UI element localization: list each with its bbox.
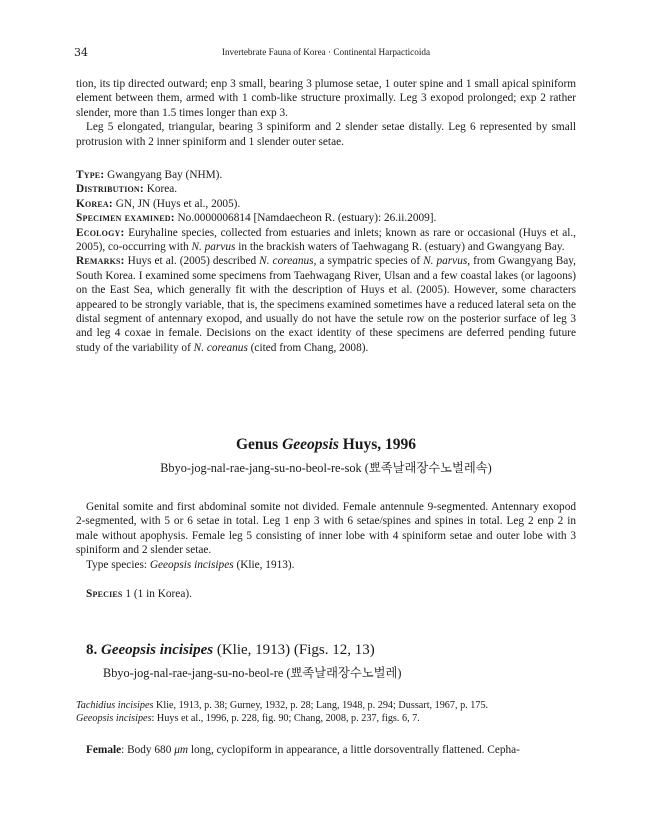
synonym-2: [76, 712, 576, 725]
type-record: [76, 168, 576, 182]
female-text: : Body 680: [121, 744, 175, 756]
remarks-text-b: , a sympatric species of: [313, 255, 424, 268]
female-description: [86, 743, 576, 757]
type-species-name: Geeopsis incisipes: [149, 558, 234, 571]
genus-korean-name: Bbyo-jog-nal-rae-jang-su-no-beol-re-sok (뾰족날래장수노벌레속): [160, 461, 492, 475]
intro-paragraph-2: Leg 5 elongated, triangular, bearing 3 spiniform and 2 slender setae distally. Leg 6 represented by small protrusion with 2 inner spiniform and 1 slender outer setae.: [76, 121, 576, 148]
synonym-1: [76, 699, 576, 712]
korea-value: GN, JN (Huys et al., 2005).: [112, 197, 241, 210]
genus-authority: Huys, 1996: [338, 436, 416, 453]
species-number: 8.: [86, 642, 98, 658]
remarks-taxon-3: N. coreanus: [193, 341, 248, 354]
genus-heading: [76, 436, 576, 454]
female-text-2: long, cyclopiform in appearance, a little dorsoventrally flattened. Cepha-: [188, 744, 520, 756]
distribution-value: Korea.: [143, 183, 178, 196]
remarks-text-a: Huys et al. (2005) described: [124, 255, 260, 268]
species-count-value: 1 (1 in Korea).: [122, 588, 192, 600]
specimen-value: No.0000006814 [Namdaecheon R. (estuary): 26.ii.2009].: [174, 212, 437, 225]
remarks-taxon-1: N. coreanus: [259, 255, 314, 268]
species-heading: [86, 642, 375, 659]
synonym-2-refs: : Huys et al., 1996, p. 228, fig. 90; Chang, 2008, p. 237, figs. 6, 7.: [151, 713, 420, 725]
synonym-1-refs: Klie, 1913, p. 38; Gurney, 1932, p. 28; Lang, 1948, p. 294; Dussart, 1967, p. 175.: [153, 700, 489, 711]
genus-diagnosis-text: Genital somite and first abdominal somite not divided. Female antennule 9-segmented. Antennary exopod 2-segmented, with 5 or 6 setae in total. Leg 1 enp 3 with 6 setae/spines and spines in total. Leg 2 enp 2 in male without apophysis. Female leg 5 consisting of inner lobe with 4 spiniform setae and outer lobe with 3 spiniform and 2 slender setae.: [76, 501, 576, 557]
genus-prefix: Genus: [235, 436, 283, 453]
species-records: [76, 168, 576, 355]
ecology-label: Ecology:: [76, 226, 125, 239]
species-name: Geeopsis incisipes: [101, 642, 214, 658]
female-label: Female: [86, 744, 122, 756]
type-label: Type:: [76, 169, 105, 181]
ecology-record: [76, 226, 576, 255]
type-species: [76, 558, 576, 572]
remarks-record: [76, 254, 576, 355]
type-species-authority: (Klie, 1913).: [233, 558, 295, 571]
distribution-record: [76, 182, 576, 196]
remarks-text-c: , from Gwangyang Bay, South Korea. I examined some specimens from Taehwagang River, Ulsan and a few coastal lakes (or lagoons) on the East Sea, which generally fit with the description of Huys et al. (2005). However, some characters appeared to be strongly variable, that is, the specimens examined sometimes have a reduced lateral seta on the distal segment of antennary exopod, and usually do not have the setule row on the posterior surface of leg 3 and leg 4 coxae in female. Decisions on the exact identity of these specimens are deferred pending future study of the variability of: [76, 255, 576, 354]
species-count-label: Species: [86, 588, 123, 600]
species-count: [76, 587, 576, 601]
type-species-label: Type species:: [86, 558, 150, 571]
specimen-record: [76, 211, 576, 225]
remarks-taxon-2: N. parvus: [423, 255, 468, 268]
specimen-label: Specimen examined:: [76, 212, 175, 225]
synonym-1-name: Tachidius incisipes: [76, 700, 154, 711]
intro-paragraph-1: tion, its tip directed outward; enp 3 small, bearing 3 plumose setae, 1 outer spine and 1 small apical spiniform element between them, armed with 1 comb-like structure proximally. Leg 3 exopod prolonged; exp 2 rather slender, more than 1.5 times longer than exp 3.: [76, 78, 576, 119]
female-unit: μm: [174, 744, 189, 756]
remarks-label: Remarks:: [76, 255, 125, 268]
genus-diagnosis: [76, 500, 576, 572]
page-header: [72, 46, 580, 60]
ecology-text-a: Euryhaline species, collected from estuaries and inlets; known as rare or occasional (Huys et al., 2005), co-occurring with: [76, 226, 576, 254]
ecology-taxon: N. parvus: [191, 241, 236, 254]
ecology-text-b: in the brackish waters of Taehwagang R. (estuary) and Gwangyang Bay.: [235, 241, 565, 254]
intro-description: [76, 77, 576, 149]
remarks-text-d: (cited from Chang, 2008).: [247, 341, 369, 354]
genus-name: Geeopsis: [282, 436, 339, 453]
page-number: 34: [74, 46, 88, 59]
type-value: Gwangyang Bay (NHM).: [104, 169, 223, 181]
distribution-label: Distribution:: [76, 183, 144, 196]
korea-label: Korea:: [76, 197, 113, 210]
synonym-2-name: Geeopsis incisipes: [76, 713, 152, 725]
running-title: Invertebrate Fauna of Korea · Continental Harpacticoida: [221, 47, 431, 57]
synonymy: [76, 699, 576, 726]
korea-record: [76, 197, 576, 211]
species-korean-name: Bbyo-jog-nal-rae-jang-su-no-beol-re (뾰족날래장수노벌레): [103, 666, 402, 680]
species-authority: (Klie, 1913) (Figs. 12, 13): [213, 642, 375, 658]
